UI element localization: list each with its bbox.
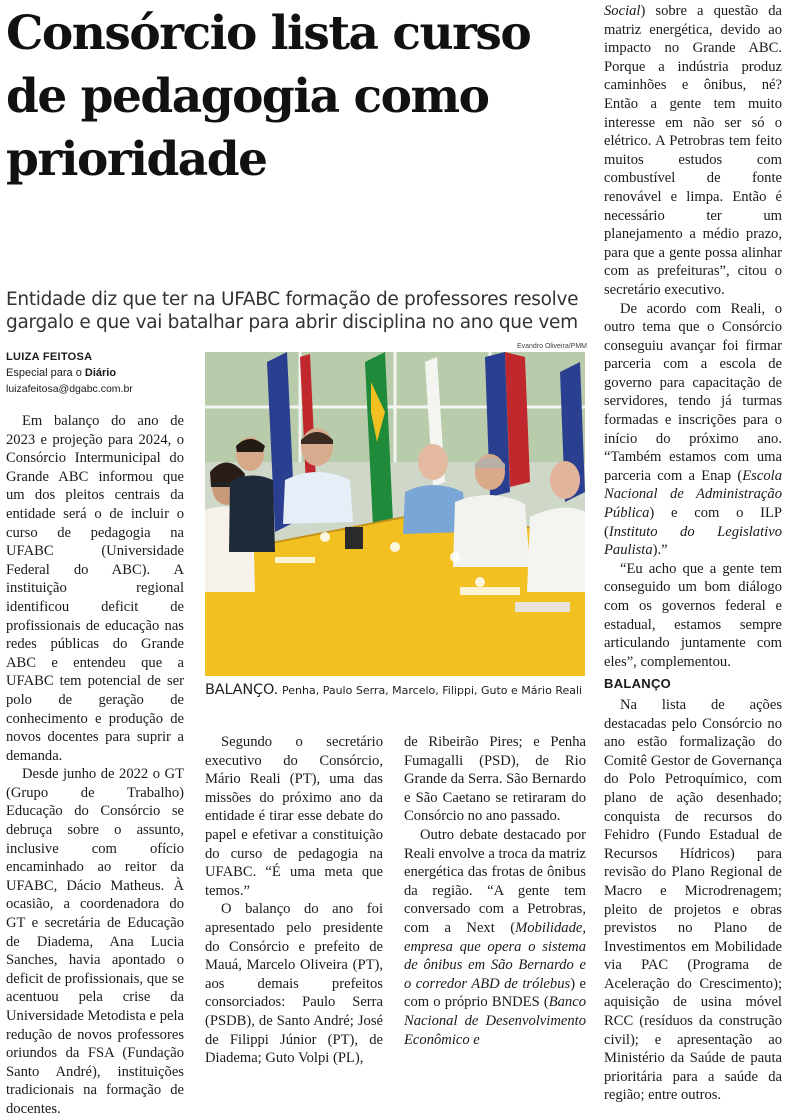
paragraph: Social) sobre a questão da matriz energética, devido ao impacto no Grande ABC. Porque a indústria produz caminhões e ônibus, né? Então a gente tem muito interesse em não ser só o elétrico. A Petrobras tem feito muitos estudos com combustível de fonte renovável e limpa. Então é necessário ter um planejamento a médio prazo, para que a gente possa alinhar com as prefeituras”, citou o secretário executivo.: [604, 3, 782, 298]
paragraph: de Ribeirão Pires; e Penha Fumagalli (PSD), de Rio Grande da Serra. São Bernardo e São Caetano se retiraram do Consórcio no ano passado.: [404, 734, 586, 825]
meeting-photo-illustration: [205, 352, 585, 676]
photo-credit: Evandro Oliveira/PMM: [516, 343, 587, 350]
publication-name: Diário: [84, 367, 117, 379]
article-column-1: [6, 412, 184, 1119]
article-column-3: [404, 733, 586, 1049]
headline: Consórcio lista curso de pedagogia como prioridade: [6, 6, 531, 187]
italic-text: Mobilidade, empresa que opera o sistema de ônibus em São Bernardo e o corredor ABD de trólebus: [404, 919, 586, 992]
article-column-4: [604, 2, 782, 1105]
paragraph: Em balanço do ano de 2023 e projeção para 2024, o Consórcio Intermunicipal do Grande ABC informou que um dos pleitos centrais da entidade será o de incluir o curso de pedagogia na UFABC (Universidade Federal do ABC). A instituição regional identificou deficit de profissionais de educação nas redes públicas do Grande ABC e entendeu que a UFABC tem potencial de ser polo de geração de conhecimento e produção de novos docentes para suprir a demanda.: [6, 413, 184, 764]
italic-text: Banco Nacional de Desenvolvimento Econômico e: [404, 994, 586, 1048]
paragraph: Outro debate destacado por Reali envolve a troca da matriz energética das frotas de ônibus da região. “A gente tem conversado com a Petrobras, com a Next (Mobilidade, empresa que opera o sistema de ônibus em São Bernardo e o corredor ABD de trólebus) e com o próprio BNDES (Banco Nacional de Desenvolvimento Econômico e: [404, 826, 586, 1048]
section-subhead: BALANÇO: [604, 676, 672, 692]
caption-text: Penha, Paulo Serra, Marcelo, Filippi, Guto e Mário Reali: [282, 684, 583, 697]
byline: [6, 351, 196, 395]
italic-text: Social: [604, 3, 641, 19]
paragraph: De acordo com Reali, o outro tema que o Consórcio conseguiu avançar foi firmar parceria com a escola de governo para capacitação de servidores, tendo já turmas formadas e inscrições para o início do próximo ano. “Também estamos com uma parceria com a Enap (Escola Nacional de Administração Pública) e com o ILP (Instituto do Legislativo Paulista).”: [604, 300, 782, 559]
author-email[interactable]: luizafeitosa@dgabc.com.br: [6, 383, 133, 395]
italic-text: Escola Nacional de Administração Pública: [604, 467, 782, 522]
author-name: LUIZA FEITOSA: [6, 351, 93, 363]
italic-text: Instituto do Legislativo Paulista: [604, 523, 782, 559]
caption-label: BALANÇO.: [205, 682, 279, 698]
tissue-box: [345, 527, 363, 549]
article-column-2: [205, 733, 383, 1068]
paragraph: Segundo o secretário executivo do Consórcio, Mário Reali (PT), uma das missões do próximo ano da entidade é tirar esse debate do papel e efetivar a constituição do curso de pedagogia na UFABC. “É uma meta que temos.”: [205, 734, 383, 899]
paragraph: O balanço do ano foi apresentado pelo presidente do Consórcio e prefeito de Mauá, Marcelo Oliveira (PT), aos demais prefeitos consorciados: Paulo Serra (PSDB), de Santo André; José de Filippi Júnior (PT), de Diadema; Guto Volpi (PL),: [205, 901, 383, 1067]
paragraph: “Eu acho que a gente tem conseguido um bom diálogo com os governos federal e estadual, estamos sempre articulando juntamente com eles”, complementou.: [604, 560, 782, 670]
paragraph: Na lista de ações destacadas pelo Consórcio no ano estão formalização do Comitê Gestor de Governança do Polo Petroquímico, com plano de ação desenhado; conquista de recursos do Fehidro (Fundo Estadual de Recursos Hídricos) para revisão do Plano Regional de Macro e Microdrenagem; pleito de projetos e obras previstos no Plano de Investimentos em Mobilidade via PAC (Programa de Aceleração do Crescimento); aquisição de usina móvel RCC (resíduos da construção civil); e apresentação ao Ministério da Saúde de pauta prioritária para a saúde da região; entre outros.: [604, 696, 782, 1104]
meeting-photo: [205, 352, 585, 676]
subheadline: Entidade diz que ter na UFABC formação de professores resolve gargalo e que vai batalhar para abrir disciplina no ano que vem: [6, 289, 579, 333]
paragraph: Desde junho de 2022 o GT (Grupo de Trabalho) Educação do Consórcio se debruça sobre o assunto, inclusive com ofício encaminhado ao reitor da UFABC, Dácio Matheus. À ocasião, a coordenadora do GT e secretária de Educação de Diadema, Ana Lucia Sanches, havia apontado o deficit de profissionais, que se acentuou pela crise da Universidade Metodista e pela redução de novos professores oriundos da FSA (Fundação Santo André), instituições tradicionais na formação de docentes.: [6, 766, 184, 1117]
photo-caption: [205, 682, 590, 698]
author-role: Especial para o Diário: [6, 367, 117, 379]
